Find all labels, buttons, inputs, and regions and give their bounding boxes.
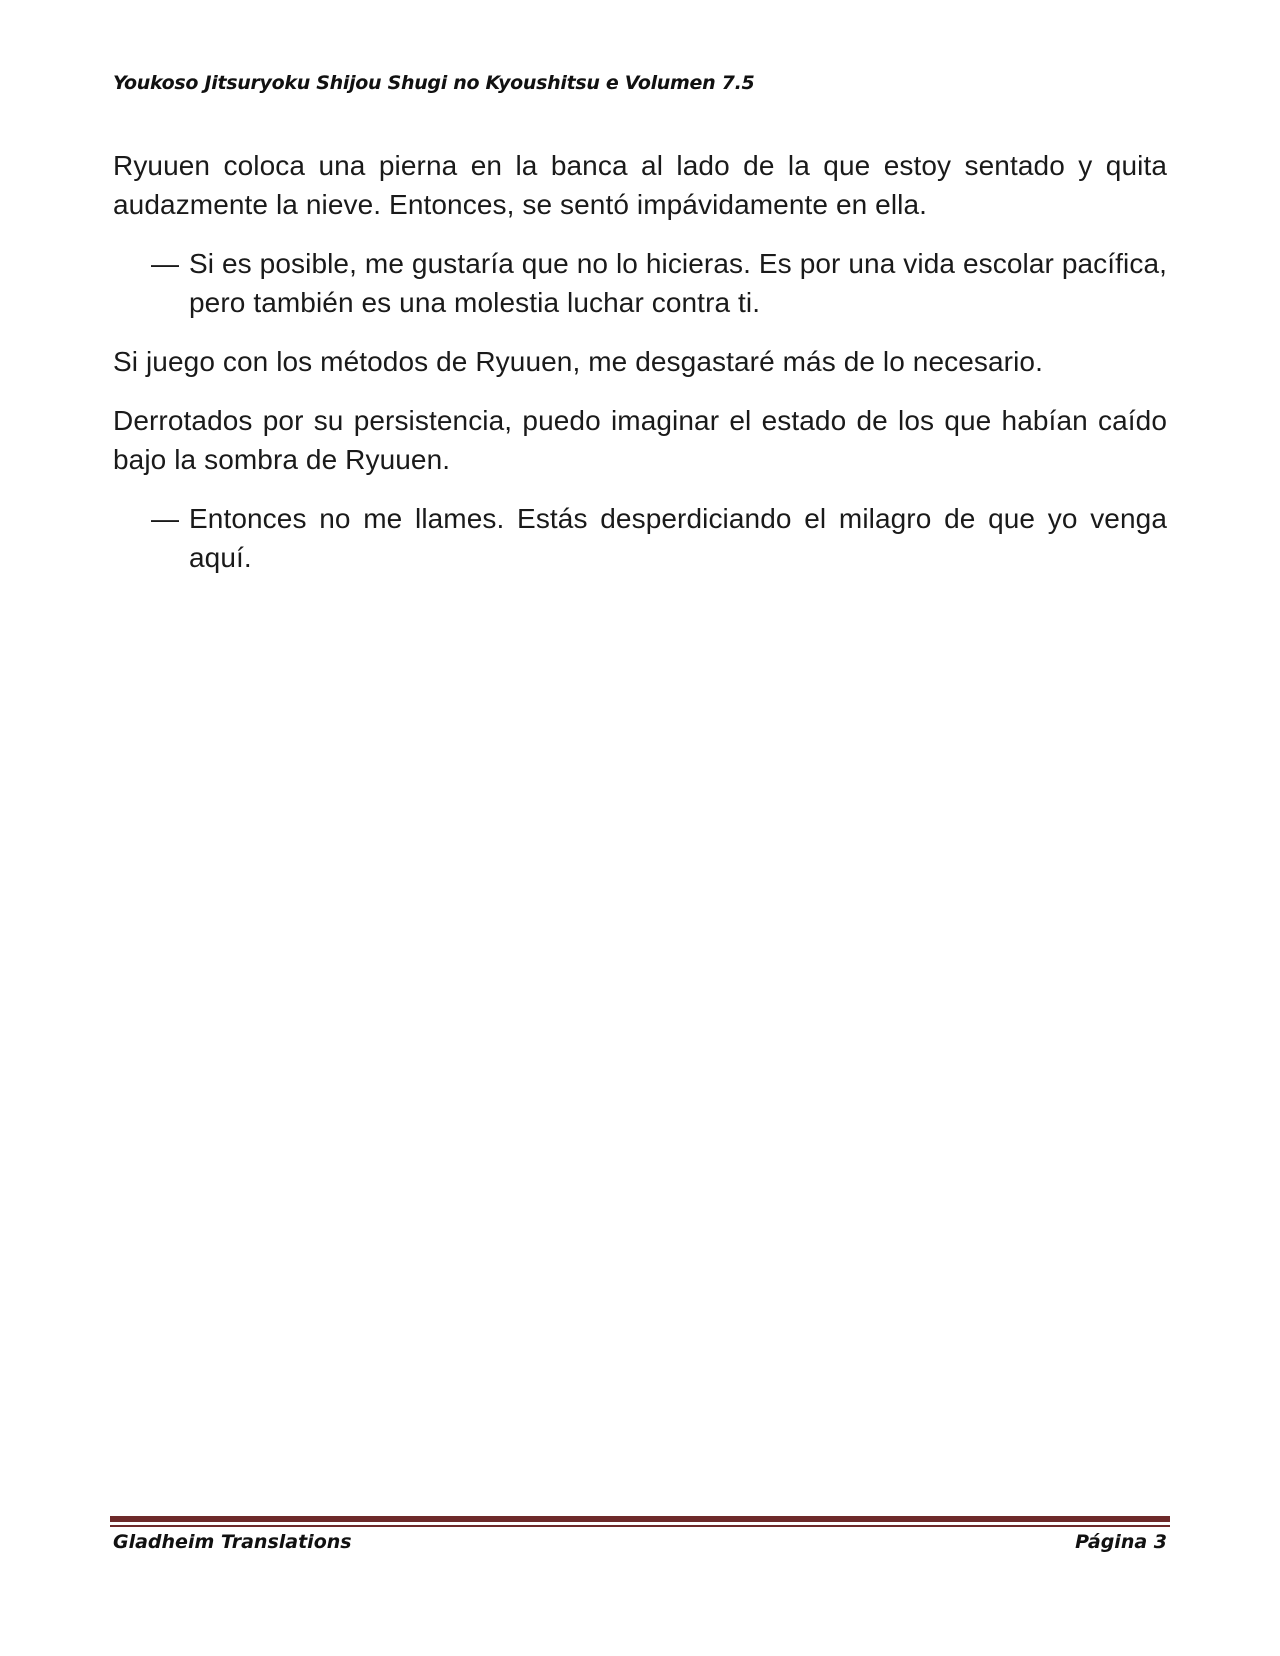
page-footer — [113, 1531, 1167, 1553]
dialogue-1-text: Si es posible, me gustaría que no lo hicieras. Es por una vida escolar pacífica, pero también es una molestia luchar contra ti. — [189, 248, 1167, 318]
page-body — [113, 146, 1167, 597]
paragraph-2: Si juego con los métodos de Ryuuen, me desgastaré más de lo necesario. — [113, 346, 1043, 377]
footer-page-number: Página 3 — [1075, 1531, 1167, 1553]
paragraph-1: Ryuuen coloca una pierna en la banca al lado de la que estoy sentado y quita audazmente la nieve. Entonces, se sentó impávidamente en ella. — [113, 150, 1167, 220]
dialogue-dash: — — [151, 248, 180, 279]
footer-divider — [110, 1516, 1170, 1527]
dialogue-dash: — — [151, 503, 180, 534]
paragraph-3: Derrotados por su persistencia, puedo imaginar el estado de los que habían caído bajo la sombra de Ryuuen. — [113, 405, 1167, 475]
page-header-title: Youkoso Jitsuryoku Shijou Shugi no Kyoushitsu e Volumen 7.5 — [113, 72, 755, 94]
dialogue-2-text: Entonces no me llames. Estás desperdiciando el milagro de que yo venga aquí. — [189, 503, 1167, 573]
dialogue-2 — [113, 499, 1167, 577]
dialogue-1 — [113, 244, 1167, 322]
footer-translator: Gladheim Translations — [113, 1531, 352, 1553]
